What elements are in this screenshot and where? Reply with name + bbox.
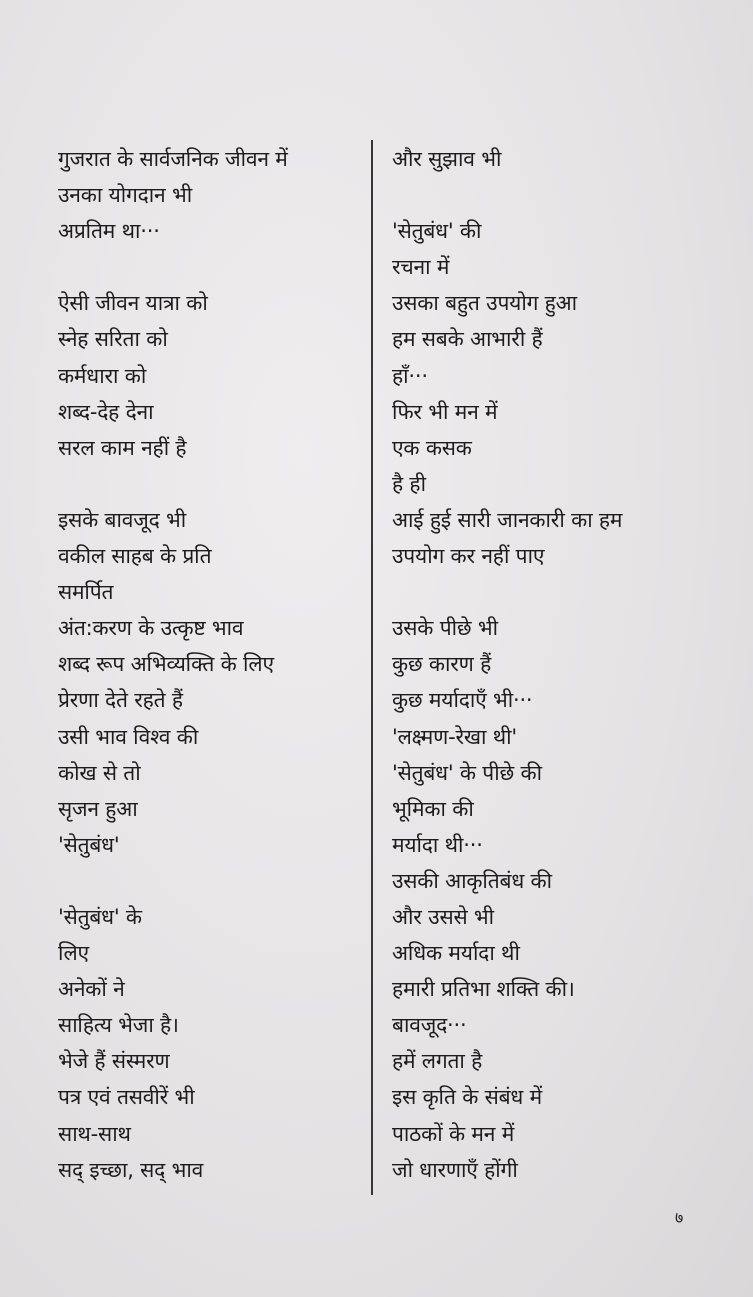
text-line: अंत:करण के उत्कृष्ट भाव bbox=[58, 616, 244, 641]
blank-line bbox=[58, 469, 358, 505]
text-line: बावजूद··· bbox=[392, 1013, 467, 1038]
text-line: साथ-साथ bbox=[58, 1121, 131, 1146]
left-text-column bbox=[58, 144, 358, 1191]
text-line: एक कसक bbox=[392, 435, 472, 460]
blank-line bbox=[58, 866, 358, 902]
text-line: अनेकों ने bbox=[58, 977, 125, 1002]
right-text-column bbox=[392, 144, 732, 1191]
text-line: 'लक्ष्मण-रेखा थी' bbox=[392, 724, 517, 749]
blank-line bbox=[58, 252, 358, 288]
text-line: शब्द रूप अभिव्यक्ति के लिए bbox=[58, 652, 274, 677]
text-line: उसी भाव विश्व की bbox=[58, 724, 199, 749]
text-line: अप्रतिम था··· bbox=[58, 219, 160, 244]
text-line: सरल काम नहीं है bbox=[58, 435, 187, 460]
text-line: और सुझाव भी bbox=[392, 147, 502, 171]
column-divider bbox=[371, 140, 373, 1195]
text-line: कुछ कारण हैं bbox=[392, 652, 492, 677]
text-line: उसका बहुत उपयोग हुआ bbox=[392, 291, 577, 316]
text-line: रचना में bbox=[392, 255, 450, 280]
blank-line bbox=[392, 577, 732, 613]
text-line: जो धारणाएँ होंगी bbox=[392, 1157, 518, 1182]
text-line: 'सेतुबंध' की bbox=[392, 219, 482, 244]
text-line: भेजे हैं संस्मरण bbox=[58, 1049, 170, 1074]
text-line: वकील साहब के प्रति bbox=[58, 544, 212, 569]
text-line: आई हुई सारी जानकारी का हम bbox=[392, 507, 623, 532]
text-line: और उससे भी bbox=[392, 904, 494, 929]
text-line: हमें लगता है bbox=[392, 1049, 483, 1074]
blank-line bbox=[392, 180, 732, 216]
text-line: 'सेतुबंध' bbox=[58, 832, 120, 857]
text-line: उसकी आकृतिबंध की bbox=[392, 868, 552, 893]
text-line: फिर भी मन में bbox=[392, 399, 498, 424]
text-line: हमारी प्रतिभा शक्ति की। bbox=[392, 977, 575, 1002]
text-line: है ही bbox=[392, 471, 426, 496]
text-line: कर्मधारा को bbox=[58, 363, 147, 388]
text-line: हाँ··· bbox=[392, 363, 428, 388]
text-line: कुछ मर्यादाएँ भी··· bbox=[392, 688, 533, 713]
text-line: उनका योगदान भी bbox=[58, 183, 192, 208]
text-line: पाठकों के मन में bbox=[392, 1121, 515, 1146]
text-line: इस कृति के संबंध में bbox=[392, 1085, 542, 1110]
text-line: सद् इच्छा, सद् भाव bbox=[58, 1157, 204, 1182]
text-line: ऐसी जीवन यात्रा को bbox=[58, 291, 208, 316]
text-line: लिए bbox=[58, 941, 89, 966]
text-line: हम सबके आभारी हैं bbox=[392, 327, 543, 352]
text-line: कोख से तो bbox=[58, 760, 141, 785]
text-line: शब्द-देह देना bbox=[58, 399, 154, 424]
text-line: भूमिका की bbox=[392, 796, 474, 821]
text-line: उपयोग कर नहीं पाए bbox=[392, 544, 545, 569]
text-line: अधिक मर्यादा थी bbox=[392, 941, 520, 966]
text-line: गुजरात के सार्वजनिक जीवन में bbox=[58, 147, 288, 171]
text-line: 'सेतुबंध' के पीछे की bbox=[392, 760, 542, 785]
text-line: उसके पीछे भी bbox=[392, 616, 498, 641]
text-line: प्रेरणा देते रहते हैं bbox=[58, 688, 183, 713]
text-line: मर्यादा थी··· bbox=[392, 832, 483, 857]
text-line: सृजन हुआ bbox=[58, 796, 138, 821]
page-number: ७ bbox=[675, 1208, 684, 1227]
text-line: समर्पित bbox=[58, 580, 114, 605]
text-line: पत्र एवं तसवीरें भी bbox=[58, 1085, 195, 1110]
text-line: 'सेतुबंध' के bbox=[58, 904, 142, 929]
text-line: इसके बावजूद भी bbox=[58, 507, 187, 532]
text-line: स्नेह सरिता को bbox=[58, 327, 168, 352]
text-line: साहित्य भेजा है। bbox=[58, 1013, 179, 1038]
